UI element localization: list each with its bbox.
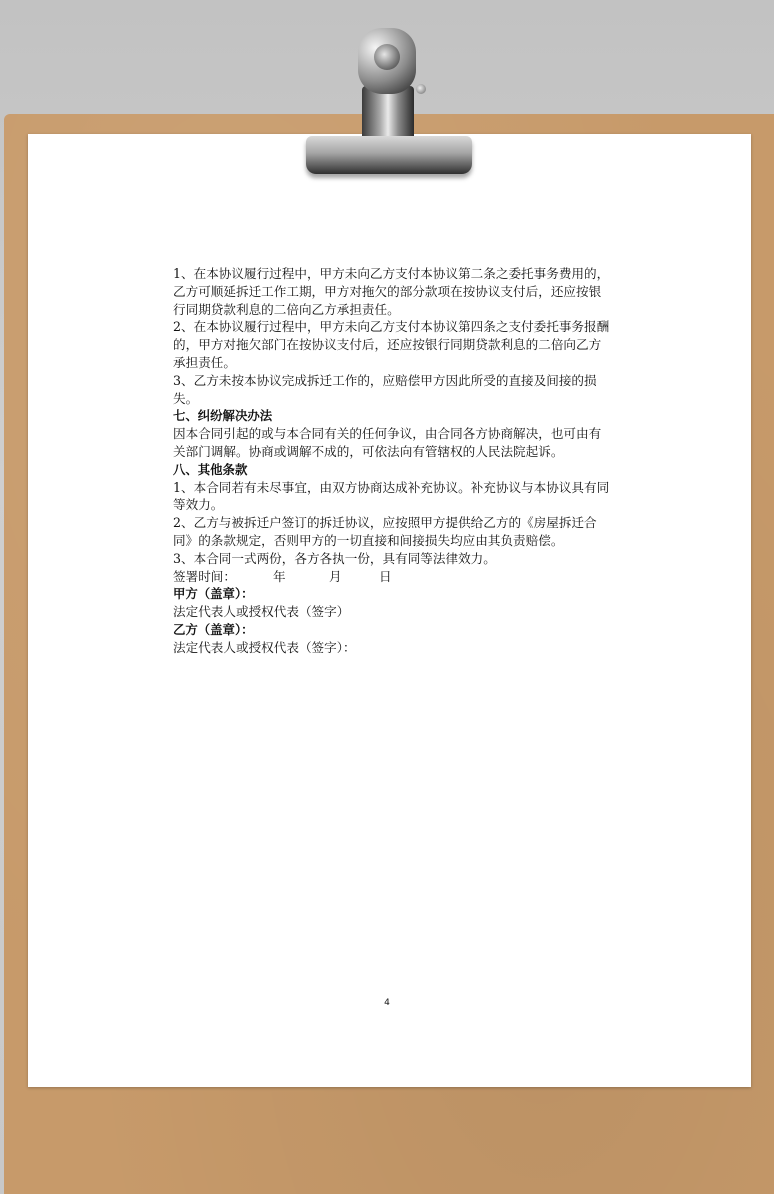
page-number: 4: [384, 998, 390, 1008]
signing-day: 日: [379, 568, 392, 584]
section-7-heading: 七、纠纷解决办法: [173, 408, 273, 424]
party-a-heading: 甲方（盖章）：: [173, 586, 254, 602]
clause-1: 1、在本协议履行过程中，甲方未向乙方支付本协议第二条之委托事务费用的，乙方可顺延拆迁工作工期，甲方对拖欠的部分款项在按协议支付后，还应按银行同期贷款利息的二倍向乙方承担责任。: [173, 266, 610, 317]
signing-time-label: 签署时间：: [173, 568, 236, 584]
signing-year: 年: [273, 568, 286, 584]
section-8-item-2: 2、乙方与被拆迁户签订的拆迁协议，应按照甲方提供给乙方的《房屋拆迁合同》的条款规定，否则甲方的一切直接和间接损失均应由其负责赔偿。: [173, 515, 597, 548]
clause-3: 3、乙方未按本协议完成拆迁工作的，应赔偿甲方因此所受的直接及间接的损失。: [173, 372, 597, 406]
party-a-representative: 法定代表人或授权代表（签字）: [173, 604, 350, 620]
document-body: [173, 265, 613, 657]
signing-month: 月: [329, 568, 342, 584]
party-b-heading: 乙方（盖章）：: [173, 621, 254, 637]
section-8-heading: 八、其他条款: [173, 461, 248, 477]
clause-2: 2、在本协议履行过程中，甲方未向乙方支付本协议第四条之支付委托事务报酬的，甲方对拖欠部门在按协议支付后，还应按银行同期贷款利息的二倍向乙方承担责任。: [173, 319, 610, 370]
section-7-text: 因本合同引起的或与本合同有关的任何争议，由合同各方协商解决，也可由有关部门调解。协商或调解不成的，可依法向有管辖权的人民法院起诉。: [173, 426, 602, 459]
section-8-item-3: 3、本合同一式两份，各方各执一份，具有同等法律效力。: [173, 550, 496, 566]
binder-clip-icon: [296, 24, 476, 180]
party-b-representative: 法定代表人或授权代表（签字）：: [173, 639, 356, 655]
signing-time-line: [173, 568, 613, 586]
section-8-item-1: 1、本合同若有未尽事宜，由双方协商达成补充协议。补充协议与本协议具有同等效力。: [173, 479, 610, 513]
